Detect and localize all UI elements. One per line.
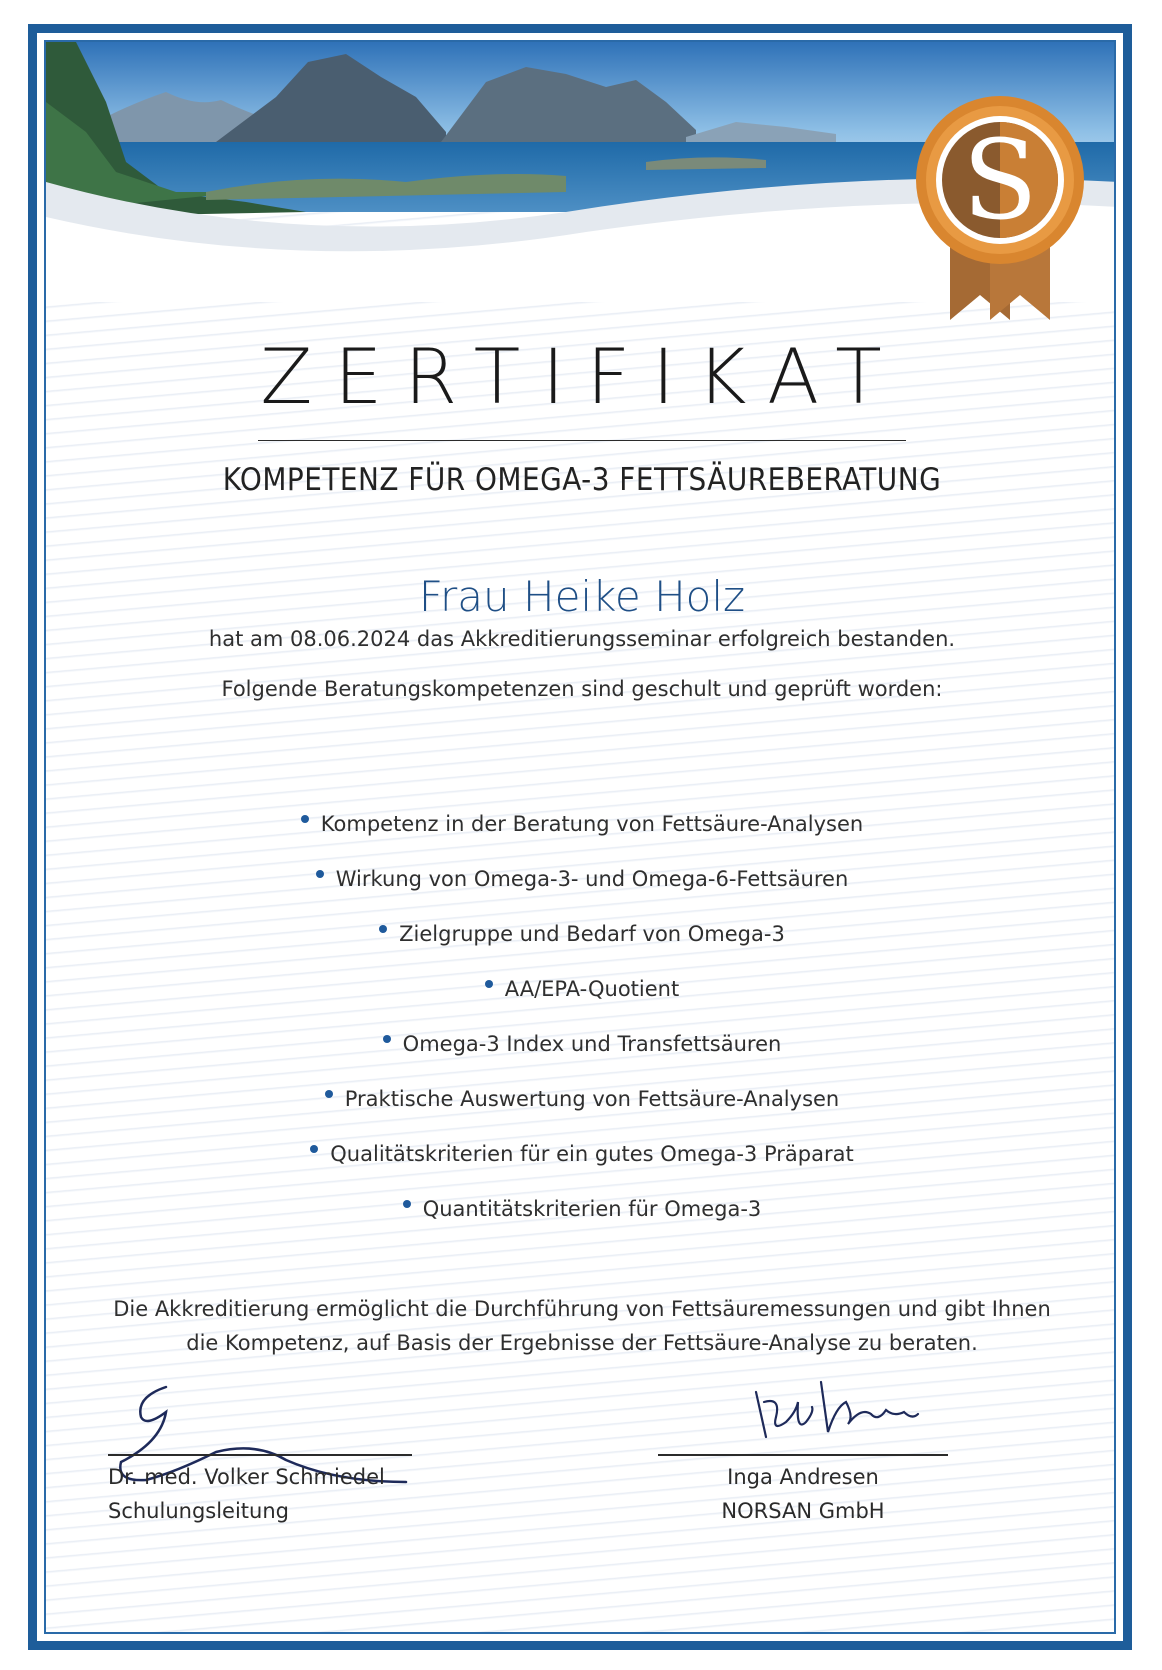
- competencies-intro: Folgende Beratungskompetenzen sind geschult und geprüft worden:: [221, 677, 943, 701]
- bullet-icon: [485, 980, 493, 988]
- competency-item: Qualitätskriterien für ein gutes Omega-3 Präparat: [46, 1140, 1116, 1195]
- right-signatory-role: NORSAN GmbH: [721, 1499, 885, 1523]
- bullet-icon: [403, 1200, 411, 1208]
- competency-list: [46, 810, 1116, 1250]
- competency-item: Omega-3 Index und Transfettsäuren: [46, 1030, 1116, 1085]
- closing-paragraph: [106, 1292, 1058, 1360]
- passed-statement: hat am 08.06.2024 das Akkreditierungsseminar erfolgreich bestanden.: [208, 627, 956, 651]
- title-divider: [258, 440, 906, 441]
- left-signatory-name: Dr. med. Volker Schmiedel: [108, 1465, 385, 1489]
- closing-line: die Kompetenz, auf Basis der Ergebnisse der Fettsäure-Analyse zu beraten.: [186, 1331, 978, 1355]
- left-signatory-role: Schulungsleitung: [108, 1499, 289, 1523]
- right-signature-line: [658, 1454, 948, 1456]
- bullet-icon: [379, 925, 387, 933]
- certificate-title: ZERTIFIKAT: [260, 332, 904, 421]
- norsan-seal-logo: [916, 80, 1084, 330]
- right-signatory-name: Inga Andresen: [727, 1465, 879, 1489]
- certificate-subtitle: KOMPETENZ FÜR OMEGA-3 FETTSÄUREBERATUNG: [222, 462, 942, 498]
- left-signature-line: [108, 1454, 412, 1456]
- competency-item: Kompetenz in der Beratung von Fettsäure-Analysen: [46, 810, 1116, 865]
- competency-item: AA/EPA-Quotient: [46, 975, 1116, 1030]
- competency-item: Wirkung von Omega-3- und Omega-6-Fettsäuren: [46, 865, 1116, 920]
- bullet-icon: [383, 1035, 391, 1043]
- right-signature-scribble: [736, 1362, 936, 1452]
- certificate-sheet: [44, 40, 1116, 1634]
- recipient-name: Frau Heike Holz: [418, 572, 746, 621]
- bullet-icon: [325, 1090, 333, 1098]
- closing-line: Die Akkreditierung ermöglicht die Durchführung von Fettsäuremessungen und gibt Ihnen: [113, 1297, 1051, 1321]
- competency-item: Praktische Auswertung von Fettsäure-Analysen: [46, 1085, 1116, 1140]
- bullet-icon: [301, 815, 309, 823]
- competency-item: Quantitätskriterien für Omega-3: [46, 1195, 1116, 1250]
- competency-item: Zielgruppe und Bedarf von Omega-3: [46, 920, 1116, 975]
- bullet-icon: [316, 870, 324, 878]
- seal-letter: S: [962, 116, 1038, 244]
- bullet-icon: [310, 1145, 318, 1153]
